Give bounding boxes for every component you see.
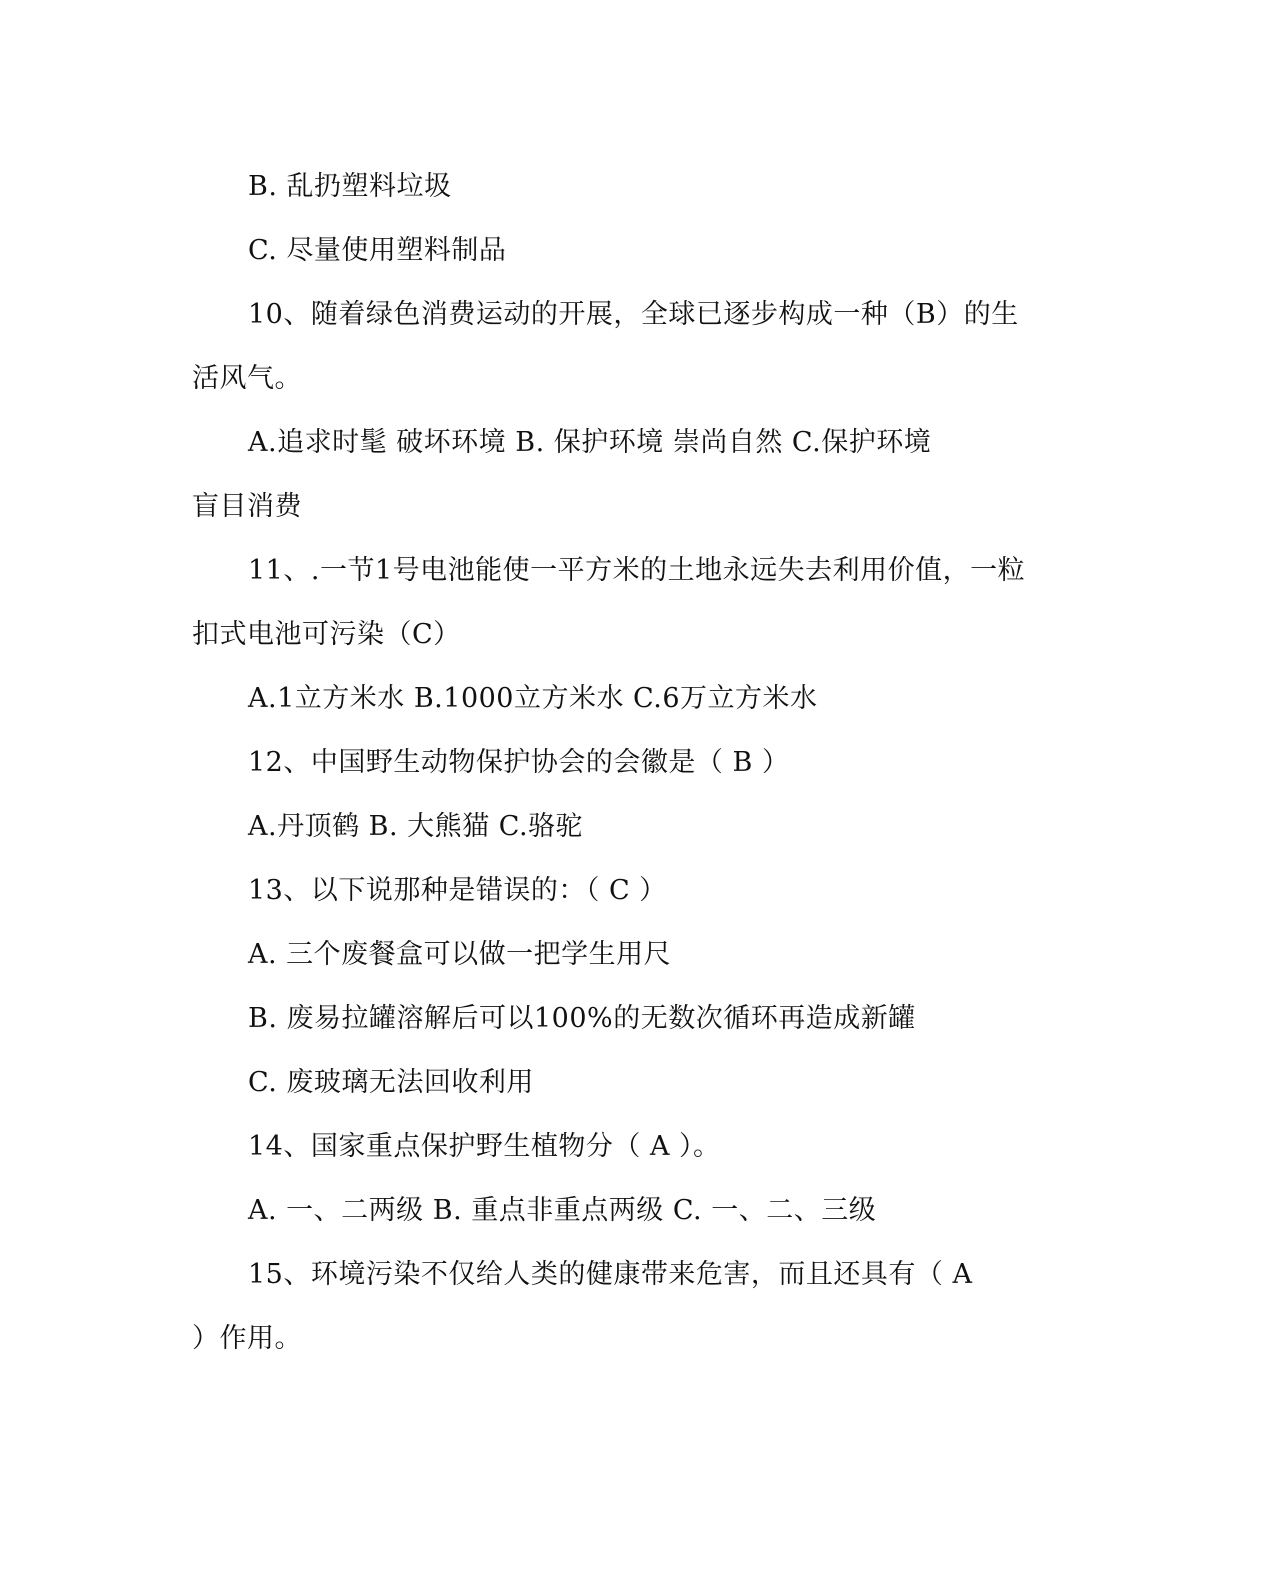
question-10-line-1: 10、随着绿色消费运动的开展，全球已逐步构成一种（B）的生 [248,299,1019,330]
question-13: 13、以下说那种是错误的：（ C ） [248,875,667,906]
question-12: 12、中国野生动物保护协会的会徽是（ B ） [248,747,790,778]
question-15-line-1: 15、环境污染不仅给人类的健康带来危害，而且还具有（ A [248,1259,973,1290]
options-q10-line-2: 盲目消费 [192,491,302,522]
options-q14: A. 一、二两级 B. 重点非重点两级 C. 一、二、三级 [248,1195,877,1226]
question-10-line-2: 活风气。 [192,363,302,394]
option-c-q13: C. 废玻璃无法回收利用 [248,1067,534,1098]
options-q12: A.丹顶鹤 B. 大熊猫 C.骆驼 [248,811,584,842]
option-b-q9: B. 乱扔塑料垃圾 [248,171,452,202]
question-15-line-2: ）作用。 [192,1323,302,1354]
question-11-line-2: 扣式电池可污染（C） [192,619,461,650]
question-14: 14、国家重点保护野生植物分（ A ）。 [248,1131,721,1162]
options-q10-line-1: A.追求时髦 破坏环境 B. 保护环境 崇尚自然 C.保护环境 [248,427,932,458]
option-c-q9: C. 尽量使用塑料制品 [248,235,507,266]
options-q11: A.1立方米水 B.1000立方米水 C.6万立方米水 [248,683,818,714]
question-11-line-1: 11、.一节1号电池能使一平方米的土地永远失去利用价值，一粒 [248,555,1026,586]
option-a-q13: A. 三个废餐盒可以做一把学生用尺 [248,939,672,970]
option-b-q13: B. 废易拉罐溶解后可以100%的无数次循环再造成新罐 [248,1003,916,1034]
